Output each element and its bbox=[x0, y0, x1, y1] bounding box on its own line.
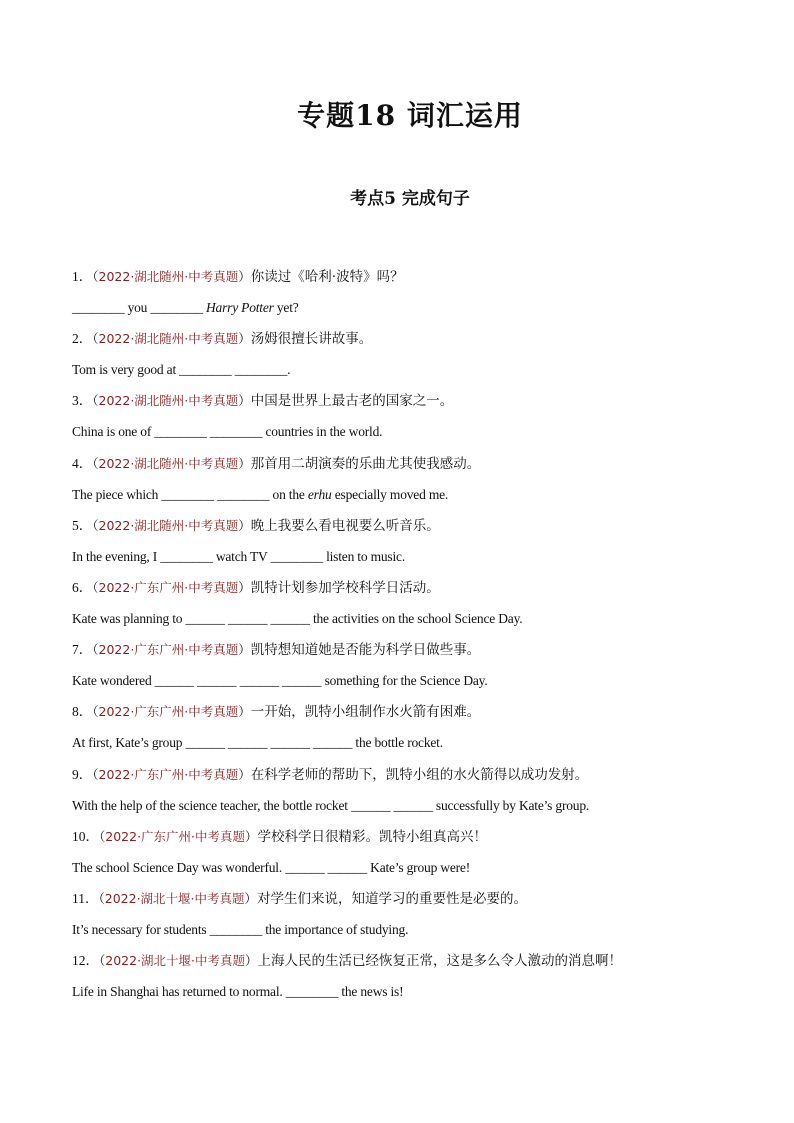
source-paren-open: （ bbox=[99, 828, 106, 844]
sentence-text: China is one of ________ ________ countries in the world. bbox=[72, 424, 383, 440]
question-number: 9． bbox=[72, 766, 93, 782]
question-english-sentence bbox=[72, 419, 722, 450]
question-item bbox=[72, 637, 722, 699]
question-english-sentence bbox=[72, 793, 722, 824]
question-english-sentence bbox=[72, 544, 722, 575]
question-english-sentence bbox=[72, 668, 722, 699]
question-english-sentence bbox=[72, 730, 722, 761]
question-chinese: 凯特计划参加学校科学日活动。 bbox=[250, 579, 440, 596]
question-number: 8． bbox=[72, 704, 93, 720]
question-source: 2022·湖北随州·中考真题 bbox=[98, 393, 239, 409]
question-chinese: 中国是世界上最古老的国家之一。 bbox=[250, 393, 454, 410]
question-chinese: 学校科学日很精彩。凯特小组真高兴！ bbox=[257, 828, 488, 845]
question-number: 4． bbox=[72, 455, 93, 471]
question-chinese: 在科学老师的帮助下，凯特小组的水火箭得以成功发射。 bbox=[250, 766, 589, 783]
source-paren-close: ） bbox=[238, 393, 251, 409]
source-paren-open: （ bbox=[92, 766, 99, 782]
question-chinese: 汤姆很擅长讲故事。 bbox=[250, 331, 373, 348]
question-english-sentence bbox=[72, 855, 722, 886]
question-item bbox=[72, 326, 722, 388]
source-paren-close: ） bbox=[238, 269, 251, 284]
source-paren-close: ） bbox=[238, 642, 251, 658]
question-prompt bbox=[72, 451, 722, 482]
question-source: 2022·湖北随州·中考真题 bbox=[98, 517, 239, 533]
question-item bbox=[72, 699, 722, 761]
question-source: 2022·广东广州·中考真题 bbox=[98, 579, 239, 595]
question-item bbox=[72, 388, 722, 450]
question-source: 2022·广东广州·中考真题 bbox=[105, 828, 246, 844]
source-paren-close: ） bbox=[245, 828, 258, 844]
source-paren-close: ） bbox=[238, 455, 251, 471]
source-paren-open: （ bbox=[92, 642, 99, 658]
question-chinese: 你读过《哈利·波特》吗？ bbox=[250, 269, 404, 285]
source-paren-close: ） bbox=[238, 579, 251, 595]
question-source: 2022·广东广州·中考真题 bbox=[98, 766, 239, 782]
question-item bbox=[72, 451, 722, 513]
question-chinese: 上海人民的生活已经恢复正常，这是多么令人激动的消息啊！ bbox=[257, 953, 623, 970]
source-paren-open: （ bbox=[98, 890, 105, 906]
question-number: 7． bbox=[72, 642, 93, 658]
question-item bbox=[72, 575, 722, 637]
sentence-text: Kate wondered ______ ______ ______ ______ something for the Science Day. bbox=[72, 673, 488, 689]
question-prompt bbox=[72, 886, 722, 917]
question-english-sentence bbox=[72, 979, 722, 1010]
question-chinese: 对学生们来说，知道学习的重要性是必要的。 bbox=[257, 890, 528, 907]
source-paren-close: ） bbox=[244, 890, 258, 906]
question-prompt bbox=[72, 762, 722, 793]
question-number: 11． bbox=[72, 890, 99, 906]
sentence-text: With the help of the science teacher, the bottle rocket ______ ______ successfully by Kate’s group. bbox=[72, 797, 590, 813]
sentence-text: yet? bbox=[273, 300, 299, 315]
italic-title-text: Harry Potter bbox=[205, 300, 274, 315]
source-paren-open: （ bbox=[92, 704, 99, 720]
question-english-sentence bbox=[72, 295, 722, 326]
question-prompt bbox=[72, 699, 722, 730]
question-number: 3． bbox=[72, 393, 93, 409]
question-number: 5． bbox=[72, 517, 93, 533]
question-item bbox=[72, 824, 722, 886]
source-paren-open: （ bbox=[92, 331, 99, 347]
question-item bbox=[72, 513, 722, 575]
sentence-text: Kate was planning to ______ ______ ______ the activities on the school Science Day. bbox=[72, 610, 523, 626]
sentence-text: At first, Kate’s group ______ ______ ______ ______ the bottle rocket. bbox=[72, 735, 443, 751]
question-number: 1． bbox=[72, 269, 93, 284]
sentence-text: The school Science Day was wonderful. ______ ______ Kate’s group were! bbox=[72, 859, 471, 875]
sentence-text: Tom is very good at ________ ________. bbox=[72, 362, 291, 378]
question-number: 2． bbox=[72, 331, 93, 347]
sentence-text: ________ you ________ bbox=[72, 300, 206, 315]
question-chinese: 一开始，凯特小组制作水火箭有困难。 bbox=[250, 704, 481, 721]
question-chinese: 那首用二胡演奏的乐曲尤其使我感动。 bbox=[250, 455, 481, 472]
question-item bbox=[72, 762, 722, 824]
question-prompt bbox=[72, 264, 722, 295]
question-prompt bbox=[72, 326, 722, 357]
question-number: 10． bbox=[72, 828, 99, 844]
question-item bbox=[72, 886, 722, 948]
question-prompt bbox=[72, 824, 722, 855]
section-title: 考点5 完成句子 bbox=[350, 189, 470, 209]
question-source: 2022·广东广州·中考真题 bbox=[98, 642, 239, 658]
source-paren-close: ） bbox=[238, 766, 251, 782]
question-number: 12． bbox=[72, 953, 99, 969]
question-source: 2022·湖北十堰·中考真题 bbox=[105, 953, 246, 969]
question-english-sentence bbox=[72, 917, 722, 948]
question-source: 2022·湖北随州·中考真题 bbox=[98, 269, 239, 284]
sentence-text: The piece which ________ ________ on the bbox=[72, 486, 308, 502]
sentence-text: It’s necessary for students ________ the importance of studying. bbox=[72, 921, 409, 937]
question-prompt bbox=[72, 513, 722, 544]
sentence-text: Life in Shanghai has returned to normal. ________ the news is! bbox=[72, 984, 404, 1000]
question-list bbox=[72, 264, 722, 1010]
question-prompt bbox=[72, 948, 722, 979]
question-source: 2022·湖北十堰·中考真题 bbox=[104, 890, 245, 906]
question-source: 2022·广东广州·中考真题 bbox=[98, 704, 239, 720]
italic-title-text: erhu bbox=[307, 486, 332, 502]
source-paren-open: （ bbox=[92, 517, 99, 533]
source-paren-open: （ bbox=[99, 953, 106, 969]
question-chinese: 凯特想知道她是否能为科学日做些事。 bbox=[250, 642, 481, 659]
question-prompt bbox=[72, 575, 722, 606]
page-title: 专题18 词汇运用 bbox=[297, 99, 523, 132]
question-number: 6． bbox=[72, 579, 93, 595]
question-item bbox=[72, 948, 722, 1010]
question-prompt bbox=[72, 637, 722, 668]
question-item bbox=[72, 264, 722, 326]
source-paren-close: ） bbox=[238, 517, 251, 533]
question-english-sentence bbox=[72, 482, 722, 513]
sentence-text: In the evening, I ________ watch TV ________ listen to music. bbox=[72, 548, 406, 564]
source-paren-open: （ bbox=[92, 579, 99, 595]
question-chinese: 晚上我要么看电视要么听音乐。 bbox=[250, 517, 440, 534]
source-paren-close: ） bbox=[238, 704, 251, 720]
source-paren-open: （ bbox=[92, 269, 99, 284]
question-source: 2022·湖北随州·中考真题 bbox=[98, 455, 239, 471]
question-english-sentence bbox=[72, 606, 722, 637]
question-english-sentence bbox=[72, 357, 722, 388]
question-source: 2022·湖北随州·中考真题 bbox=[98, 331, 239, 347]
source-paren-close: ） bbox=[238, 331, 251, 347]
question-prompt bbox=[72, 388, 722, 419]
source-paren-close: ） bbox=[245, 953, 258, 969]
sentence-text: especially moved me. bbox=[331, 486, 449, 502]
source-paren-open: （ bbox=[92, 393, 99, 409]
source-paren-open: （ bbox=[92, 455, 99, 471]
